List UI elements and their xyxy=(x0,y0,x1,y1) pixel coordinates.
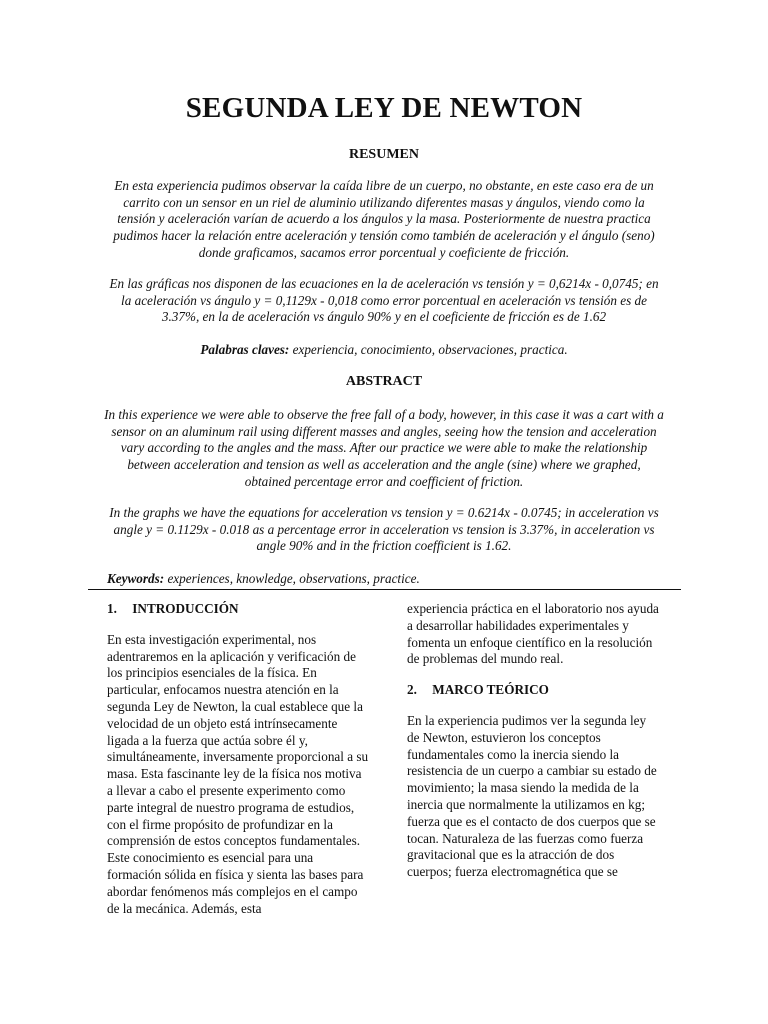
section-1-heading xyxy=(107,601,369,618)
section-2-paragraph-1: En la experiencia pudimos ver la segunda ley de Newton, estuvieron los conceptos fundamentales como la inercia siendo la resistencia de un cuerpo a cambiar su estado de movimiento; la masa siendo la medida de la inercia que normalmente la utilizamos en kg; fuerza que es el contacto de dos cuerpos que se tocan. Naturaleza de las fuerzas como fuerza gravitacional que es la atracción de dos cuerpos; fuerza electromagnética que se xyxy=(407,712,657,880)
abstract-heading: ABSTRACT xyxy=(345,374,423,389)
resumen-heading: RESUMEN xyxy=(348,147,419,162)
section-1-number: 1. xyxy=(107,601,117,616)
abstract-paragraph-2: In the graphs we have the equations for acceleration vs tension y = 0.6214x - 0.0745; in acceleration vs angle y = 0.1129x - 0.018 as a percentage error in acceleration vs tension is 3.37%, in acceleration vs angle 90% and in the friction coefficient is 1.62. xyxy=(109,505,659,554)
section-1-paragraph-2: Este conocimiento es esencial para una formación sólida en física y sienta las bases para abordar fenómenos más complejos en el campo de la mecánica. Además, esta xyxy=(107,850,364,916)
abstract-paragraph-1: In this experience we were able to observe the free fall of a body, however, in this case it was a cart with a sensor on an aluminum rail using different masses and angles, seeing how the tension and acceleration vary according to the angles and the mass. After our practice we were able to make the relationship between acceleration and tension as well as acceleration and the angle (sine) where we graphed, obtained percentage error and coefficient of friction. xyxy=(104,407,664,489)
resumen-keywords-text: experiencia, conocimiento, observaciones, practica. xyxy=(292,342,568,357)
abstract-keywords-text: experiences, knowledge, observations, practice. xyxy=(167,571,420,586)
section-2-title: MARCO TEÓRICO xyxy=(432,682,549,698)
left-column xyxy=(107,601,369,917)
resumen-paragraph-2: En las gráficas nos disponen de las ecuaciones en la de aceleración vs tensión y = 0,6214x - 0,0745; en la aceleración vs ángulo y = 0,1129x - 0,018 como error porcentual en aceleración vs tensión es de 3.37%, en la de aceleración vs ángulo 90% y en el coeficiente de fricción es de 1.62 xyxy=(109,276,659,325)
paper-title: SEGUNDA LEY DE NEWTON xyxy=(185,92,583,124)
resumen-keywords xyxy=(104,342,664,359)
section-divider xyxy=(88,589,681,590)
section-2-heading xyxy=(407,682,661,699)
abstract-keywords xyxy=(107,570,667,587)
section-2-number: 2. xyxy=(407,682,417,698)
right-column xyxy=(407,601,661,881)
section-1-paragraph-1: En esta investigación experimental, nos adentraremos en la aplicación y verificación de los principios esenciales de la física. En particular, enfocamos nuestra atención en la segunda Ley de Newton, la cual establece que la velocidad de un objeto está intrínsecamente ligada a la fuerza que actúa sobre él y, simultáneamente, inversamente proporcional a su masa. Esta fascinante ley de la física nos motiva a llevar a cabo el presente experimento como parte integral de nuestro programa de estudios, con el firme propósito de profundizar en la comprensión de estos conceptos fundamentales. xyxy=(107,631,369,849)
abstract-keywords-label: Keywords: xyxy=(107,571,165,586)
section-1-title: INTRODUCCIÓN xyxy=(132,601,239,616)
resumen-paragraph-1: En esta experiencia pudimos observar la caída libre de un cuerpo, no obstante, en este caso era de un carrito con un sensor en un riel de aluminio utilizando diferentes masas y ángulos, viendo como la tensión y aceleración varían de acuerdo a los ángulos y la masa. Posteriormente de nuestra practica pudimos hacer la relación entre aceleración y tensión como también de aceleración y el ángulo (seno) donde graficamos, sacamos error porcentual y coeficiente de fricción. xyxy=(113,178,655,260)
resumen-keywords-label: Palabras claves: xyxy=(200,342,290,357)
section-1-continuation: experiencia práctica en el laboratorio nos ayuda a desarrollar habilidades experimentales y fomenta un enfoque científico en la resolución de problemas del mundo real. xyxy=(407,601,659,667)
